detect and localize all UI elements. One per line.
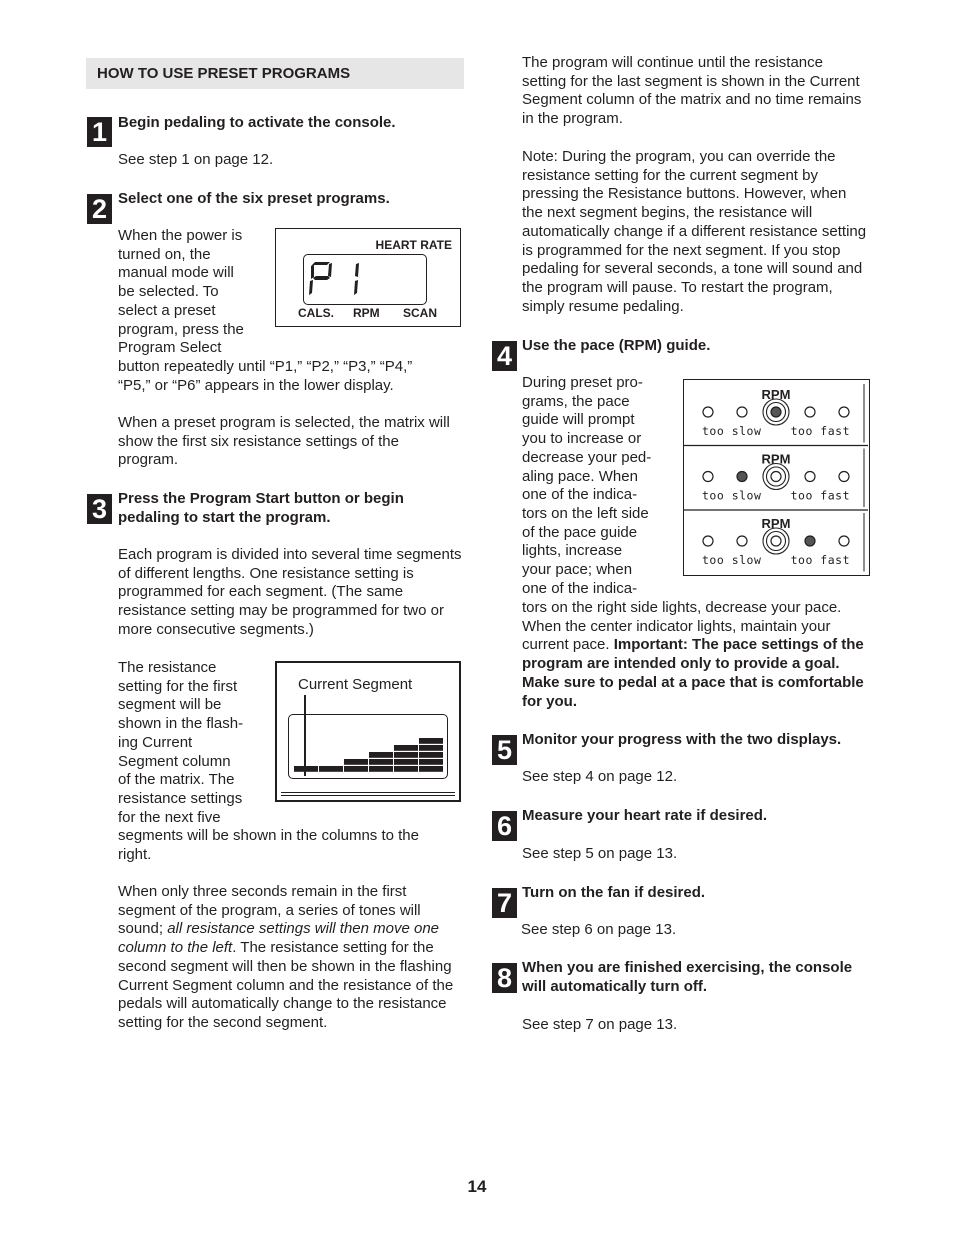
rpm-panels bbox=[684, 380, 868, 574]
text-line: your pace; when bbox=[522, 561, 633, 579]
text-line: one of the indica- bbox=[522, 579, 638, 597]
too-fast-label: too fast bbox=[790, 424, 850, 438]
step-3-paragraph: Each program is divided into several time segments of different lengths. One resistance setting is programmed for each segment. (The same resistance setting may be programmed for two or more consecutive segments.) bbox=[118, 546, 462, 638]
section-title: HOW TO USE PRESET PROGRAMS bbox=[86, 58, 464, 89]
text-line: segment will be bbox=[118, 696, 222, 714]
lcd-window bbox=[303, 254, 427, 305]
step-6-body: See step 5 on page 13. bbox=[522, 845, 678, 862]
step-2-heading: Select one of the six preset programs. bbox=[118, 190, 390, 207]
step-1-number: 1 bbox=[87, 117, 112, 147]
matrix-figure bbox=[275, 661, 461, 802]
rpm-panel bbox=[702, 384, 864, 443]
text-line: for the next five bbox=[118, 808, 221, 826]
matrix-bars bbox=[289, 715, 446, 777]
indicator bbox=[839, 407, 849, 417]
italic-text: all resistance settings will then move one column to the left bbox=[118, 920, 440, 957]
indicator-lit bbox=[805, 536, 815, 546]
matrix-cell bbox=[394, 752, 418, 758]
too-fast-label: too fast bbox=[790, 488, 850, 503]
matrix-cell bbox=[419, 752, 443, 758]
text-line: manual mode will bbox=[118, 264, 234, 282]
matrix-cell bbox=[419, 738, 443, 744]
indicator bbox=[839, 472, 849, 482]
too-slow-label: too slow bbox=[702, 488, 762, 503]
text-line: During preset pro- bbox=[522, 374, 643, 391]
step-4-number: 4 bbox=[492, 341, 517, 371]
step-2-text: button repeatedly until “P1,” “P2,” “P3,” “P4,” “P5,” or “P6” appears in the lower display. bbox=[118, 358, 413, 394]
text-line: tors on the left side bbox=[522, 504, 649, 522]
indicator bbox=[805, 407, 815, 417]
rpm-title: RPM bbox=[761, 516, 791, 531]
matrix-cell bbox=[344, 766, 368, 772]
step-7-heading: Turn on the fan if desired. bbox=[522, 884, 706, 901]
text-line: one of the indica- bbox=[522, 486, 638, 504]
cals-label: CALS. bbox=[298, 306, 334, 320]
step-7-number: 7 bbox=[492, 888, 517, 918]
indicator bbox=[771, 536, 781, 546]
step-8-heading: When you are finished exercising, the console will automatically turn off. bbox=[522, 959, 853, 995]
indicator bbox=[703, 536, 713, 546]
step-5-heading: Monitor your progress with the two displays. bbox=[522, 731, 842, 748]
figure-base bbox=[281, 792, 455, 796]
text-line: of the pace guide bbox=[522, 523, 638, 541]
step-6-number: 6 bbox=[492, 811, 517, 841]
text-line: The resistance bbox=[118, 659, 217, 676]
step-4-wrap-text bbox=[522, 374, 682, 598]
text-line: setting for the first bbox=[118, 677, 238, 695]
too-slow-label: too slow bbox=[702, 424, 762, 438]
step-1-heading: Begin pedaling to activate the console. bbox=[118, 114, 396, 131]
text-line: Program Select bbox=[118, 339, 222, 357]
text-line: When the power is bbox=[118, 227, 243, 244]
current-segment-label: Current Segment bbox=[298, 676, 413, 693]
step-3-number: 3 bbox=[87, 494, 112, 524]
step-3-text: segments will be shown in the columns to the right. bbox=[118, 827, 419, 863]
step-2-number: 2 bbox=[87, 194, 112, 224]
matrix-cell bbox=[419, 745, 443, 751]
text-line: Segment column bbox=[118, 752, 231, 770]
rpm-guide-figure bbox=[683, 379, 870, 576]
step-8-number: 8 bbox=[492, 963, 517, 993]
text-line: ing Current bbox=[118, 733, 193, 751]
scan-label: SCAN bbox=[403, 306, 438, 320]
important-text: Important: The pace settings of the program are intended only to provide a goal. Make sure to pedal at a pace that is comfortable for you. bbox=[522, 636, 864, 710]
step-3-heading: Press the Program Start button or begin pedaling to start the program. bbox=[118, 490, 404, 526]
indicator bbox=[703, 407, 713, 417]
matrix-cell bbox=[369, 752, 393, 758]
matrix-cell bbox=[419, 766, 443, 772]
step-2-paragraph: When a preset program is selected, the matrix will show the first six resistance settings of the program. bbox=[118, 414, 450, 469]
matrix-cell bbox=[419, 759, 443, 765]
matrix-window bbox=[288, 714, 448, 779]
step-5-number: 5 bbox=[492, 735, 517, 765]
step-3-paragraph-3 bbox=[118, 883, 466, 1033]
text-line: lights, increase bbox=[522, 542, 623, 560]
step-6-heading: Measure your heart rate if desired. bbox=[522, 807, 768, 824]
lcd-readout bbox=[304, 255, 426, 303]
indicator bbox=[737, 407, 747, 417]
text-line: shown in the flash- bbox=[118, 715, 244, 733]
text-line: be selected. To bbox=[118, 283, 219, 301]
text-line: decrease your ped- bbox=[522, 448, 652, 466]
text-line: of the matrix. The bbox=[118, 771, 235, 789]
rpm-title: RPM bbox=[761, 387, 791, 402]
matrix-cell bbox=[369, 759, 393, 765]
right-intro: The program will continue until the resistance setting for the last segment is shown in the Current Segment column of the matrix and no time remains in the program. bbox=[522, 54, 862, 128]
step-8-body: See step 7 on page 13. bbox=[522, 1016, 678, 1033]
indicator bbox=[839, 536, 849, 546]
step-5-body: See step 4 on page 12. bbox=[522, 768, 678, 785]
heart-rate-label: HEART RATE bbox=[375, 238, 452, 252]
step-2-wrap-text bbox=[118, 227, 268, 358]
step-3-wrap-text bbox=[118, 659, 268, 827]
text-run: tors on the right side lights, decrease your pace. When the center indicator lights, maintain your current pace. bbox=[522, 599, 842, 654]
text-line: you to increase or bbox=[522, 430, 642, 448]
rpm-title: RPM bbox=[761, 451, 791, 467]
matrix-cell bbox=[319, 766, 343, 772]
matrix-cell bbox=[394, 766, 418, 772]
console-display-figure bbox=[275, 228, 461, 327]
right-note: Note: During the program, you can override the resistance setting for the current segment by pressing the Resistance buttons. However, when the next segment begins, the resistance will automatically change if a different resistance setting is programmed for the next segment. If you stop pedaling for several seconds, a tone will sound and the program will pause. To restart the program, simply resume pedaling. bbox=[522, 148, 867, 315]
text-line: grams, the pace bbox=[522, 392, 630, 410]
rpm-panel bbox=[684, 510, 868, 572]
indicator bbox=[737, 536, 747, 546]
too-fast-label: too fast bbox=[790, 553, 850, 567]
too-slow-label: too slow bbox=[702, 553, 762, 567]
text-line: turned on, the bbox=[118, 245, 211, 263]
rpm-panel bbox=[684, 446, 868, 508]
indicator-lit bbox=[771, 407, 781, 417]
matrix-cell bbox=[394, 745, 418, 751]
matrix-cell bbox=[344, 759, 368, 765]
text-line: guide will prompt bbox=[522, 411, 635, 429]
step-7-body: See step 6 on page 13. bbox=[521, 921, 677, 938]
indicator bbox=[703, 472, 713, 482]
step-4-text bbox=[522, 599, 864, 711]
indicator bbox=[805, 472, 815, 482]
page-number: 14 bbox=[467, 1177, 487, 1196]
text-line: aling pace. When bbox=[522, 467, 638, 485]
text-line: select a preset bbox=[118, 301, 216, 319]
rpm-label: RPM bbox=[353, 306, 380, 320]
step-4-heading: Use the pace (RPM) guide. bbox=[522, 337, 711, 354]
text-line: resistance settings bbox=[118, 789, 243, 807]
matrix-cell bbox=[369, 766, 393, 772]
indicator bbox=[771, 472, 781, 482]
text-line: program, press the bbox=[118, 320, 244, 338]
text-run: When only three seconds remain in the first segment of the program, a series of tones will sound; bbox=[118, 883, 421, 938]
matrix-cell bbox=[394, 759, 418, 765]
text-run: . The resistance setting for the second segment will then be shown in the flashing Current Segment column and the resistance of the pedals will automatically change to the resistance setting for the second segment. bbox=[118, 939, 454, 1031]
indicator-lit bbox=[737, 472, 747, 482]
matrix-cell bbox=[294, 766, 318, 772]
step-1-body: See step 1 on page 12. bbox=[118, 151, 274, 168]
